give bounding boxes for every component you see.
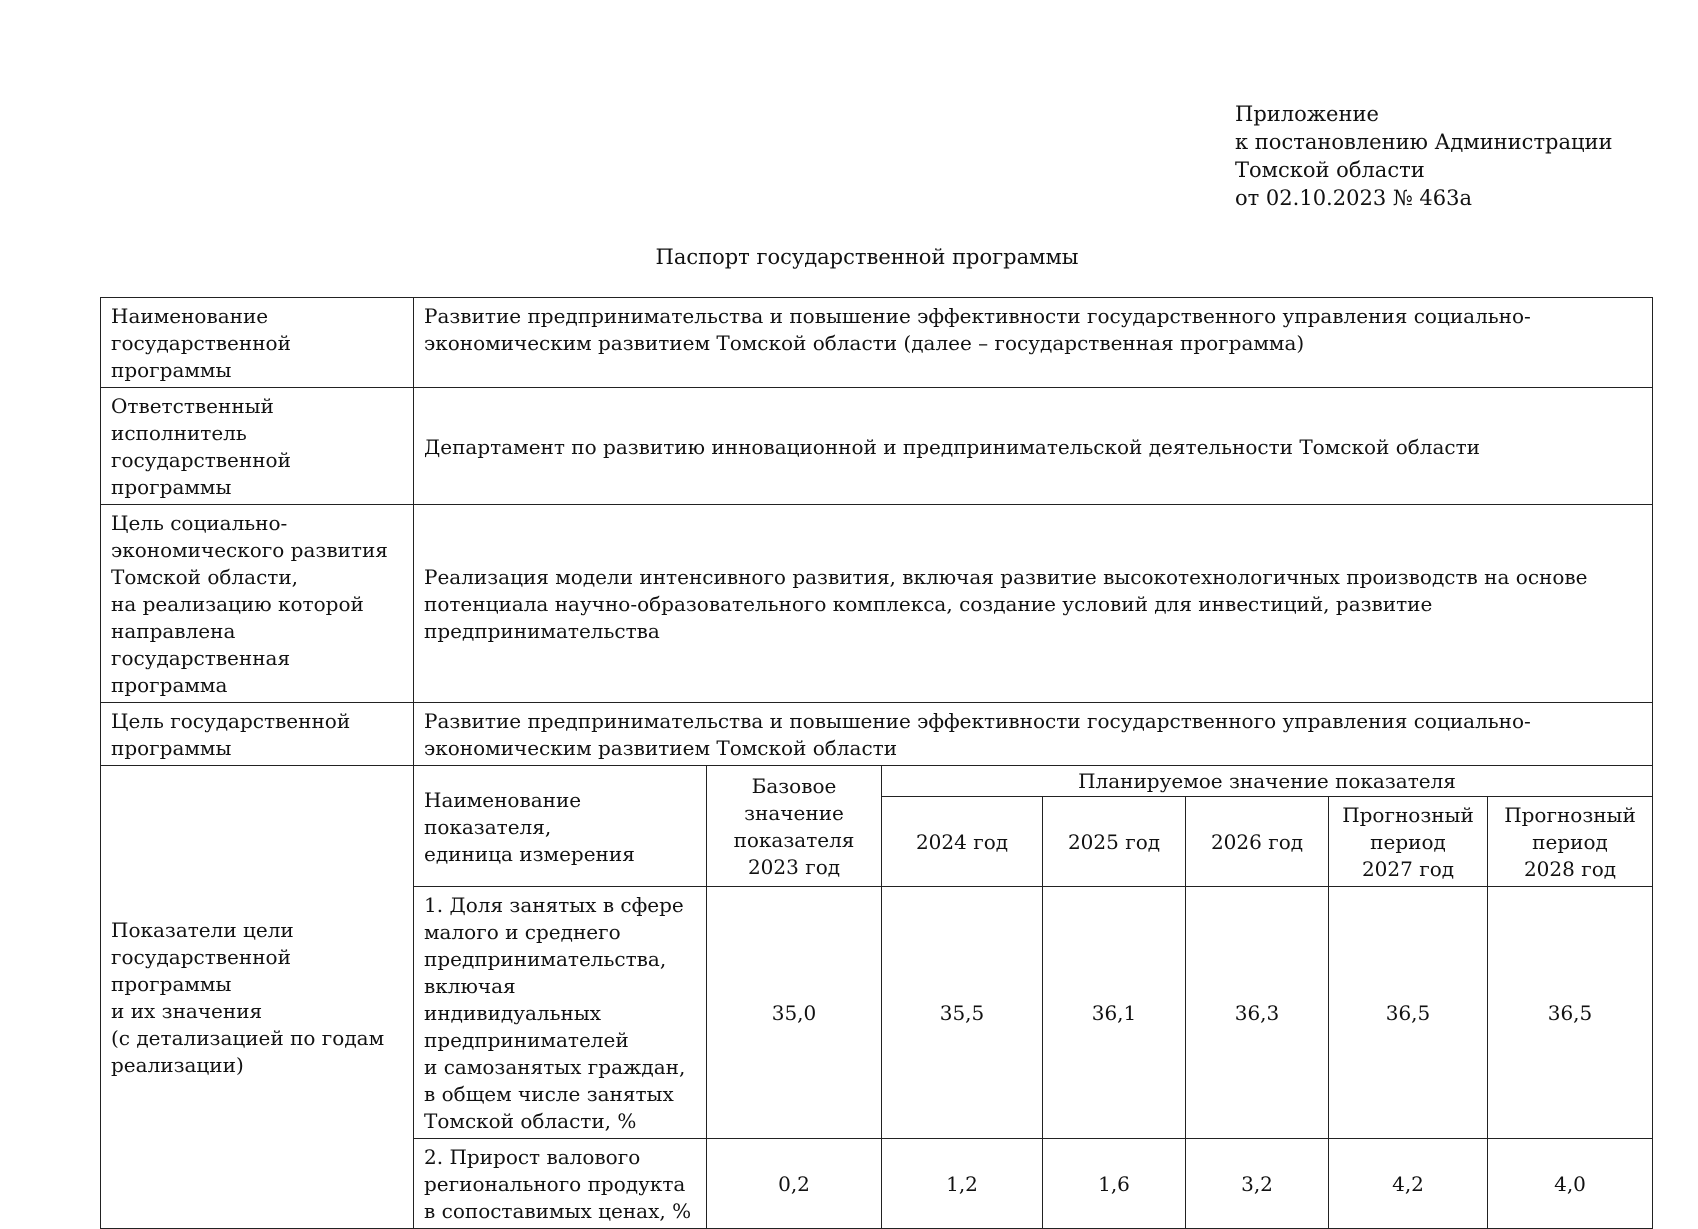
indicator-1-2025: 36,1 xyxy=(1043,887,1186,1139)
indicator-2-2026: 3,2 xyxy=(1186,1139,1329,1229)
appendix-line-1: Приложение xyxy=(1235,102,1379,126)
row-program-goal xyxy=(101,703,1653,766)
header-planned-value: Планируемое значение показателя xyxy=(882,766,1653,797)
appendix-line-4: от 02.10.2023 № 463а xyxy=(1235,186,1472,210)
program-goal-label: Цель государственной программы xyxy=(101,703,414,766)
appendix-block xyxy=(1235,100,1613,212)
socio-goal-label: Цель социально- экономического развития Томской области, на реализацию которой направлена государственная программа xyxy=(101,505,414,703)
executor-value: Департамент по развитию инновационной и предпринимательской деятельности Томской области xyxy=(414,388,1653,505)
header-year-2026: 2026 год xyxy=(1186,797,1329,887)
indicator-1-2028: 36,5 xyxy=(1488,887,1653,1139)
row-socio-goal xyxy=(101,505,1653,703)
indicator-2-2027: 4,2 xyxy=(1329,1139,1488,1229)
program-goal-value: Развитие предпринимательства и повышение эффективности государственного управления социально-экономическим развитием Томской области xyxy=(414,703,1653,766)
indicator-2-2025: 1,6 xyxy=(1043,1139,1186,1229)
passport-table xyxy=(100,297,1653,1229)
executor-label: Ответственный исполнитель государственной программы xyxy=(101,388,414,505)
document-title: Паспорт государственной программы xyxy=(655,245,1079,269)
row-executor xyxy=(101,388,1653,505)
indicator-1-2026: 36,3 xyxy=(1186,887,1329,1139)
header-year-2028: Прогнозный период 2028 год xyxy=(1488,797,1653,887)
socio-goal-value: Реализация модели интенсивного развития, включая развитие высокотехнологичных производств на основе потенциала научно-образовательного комплекса, создание условий для инвестиций, развитие предпринимательства xyxy=(414,505,1653,703)
header-year-2024: 2024 год xyxy=(882,797,1043,887)
header-base-value: Базовое значение показателя 2023 год xyxy=(707,766,882,887)
indicator-1-2024: 35,5 xyxy=(882,887,1043,1139)
header-year-2027: Прогнозный период 2027 год xyxy=(1329,797,1488,887)
program-name-value: Развитие предпринимательства и повышение эффективности государственного управления социально-экономическим развитием Томской области (далее – государственная программа) xyxy=(414,298,1653,388)
program-name-label: Наименование государственной программы xyxy=(101,298,414,388)
row-program-name xyxy=(101,298,1653,388)
indicator-1-name: 1. Доля занятых в сфере малого и среднего предпринимательства, включая индивидуальных предпринимателей и самозанятых граждан, в общем числе занятых Томской области, % xyxy=(414,887,707,1139)
indicators-header-row-1 xyxy=(101,766,1653,797)
header-year-2025: 2025 год xyxy=(1043,797,1186,887)
indicator-2-base: 0,2 xyxy=(707,1139,882,1229)
indicator-1-2027: 36,5 xyxy=(1329,887,1488,1139)
indicator-2-2024: 1,2 xyxy=(882,1139,1043,1229)
indicator-2-2028: 4,0 xyxy=(1488,1139,1653,1229)
indicators-label: Показатели цели государственной программы и их значения (с детализацией по годам реализации) xyxy=(101,766,414,1229)
header-indicator-name: Наименование показателя, единица измерения xyxy=(414,766,707,887)
appendix-line-2: к постановлению Администрации xyxy=(1235,130,1613,154)
indicator-2-name: 2. Прирост валового регионального продукта в сопоставимых ценах, % xyxy=(414,1139,707,1229)
indicator-1-base: 35,0 xyxy=(707,887,882,1139)
appendix-line-3: Томской области xyxy=(1235,158,1425,182)
